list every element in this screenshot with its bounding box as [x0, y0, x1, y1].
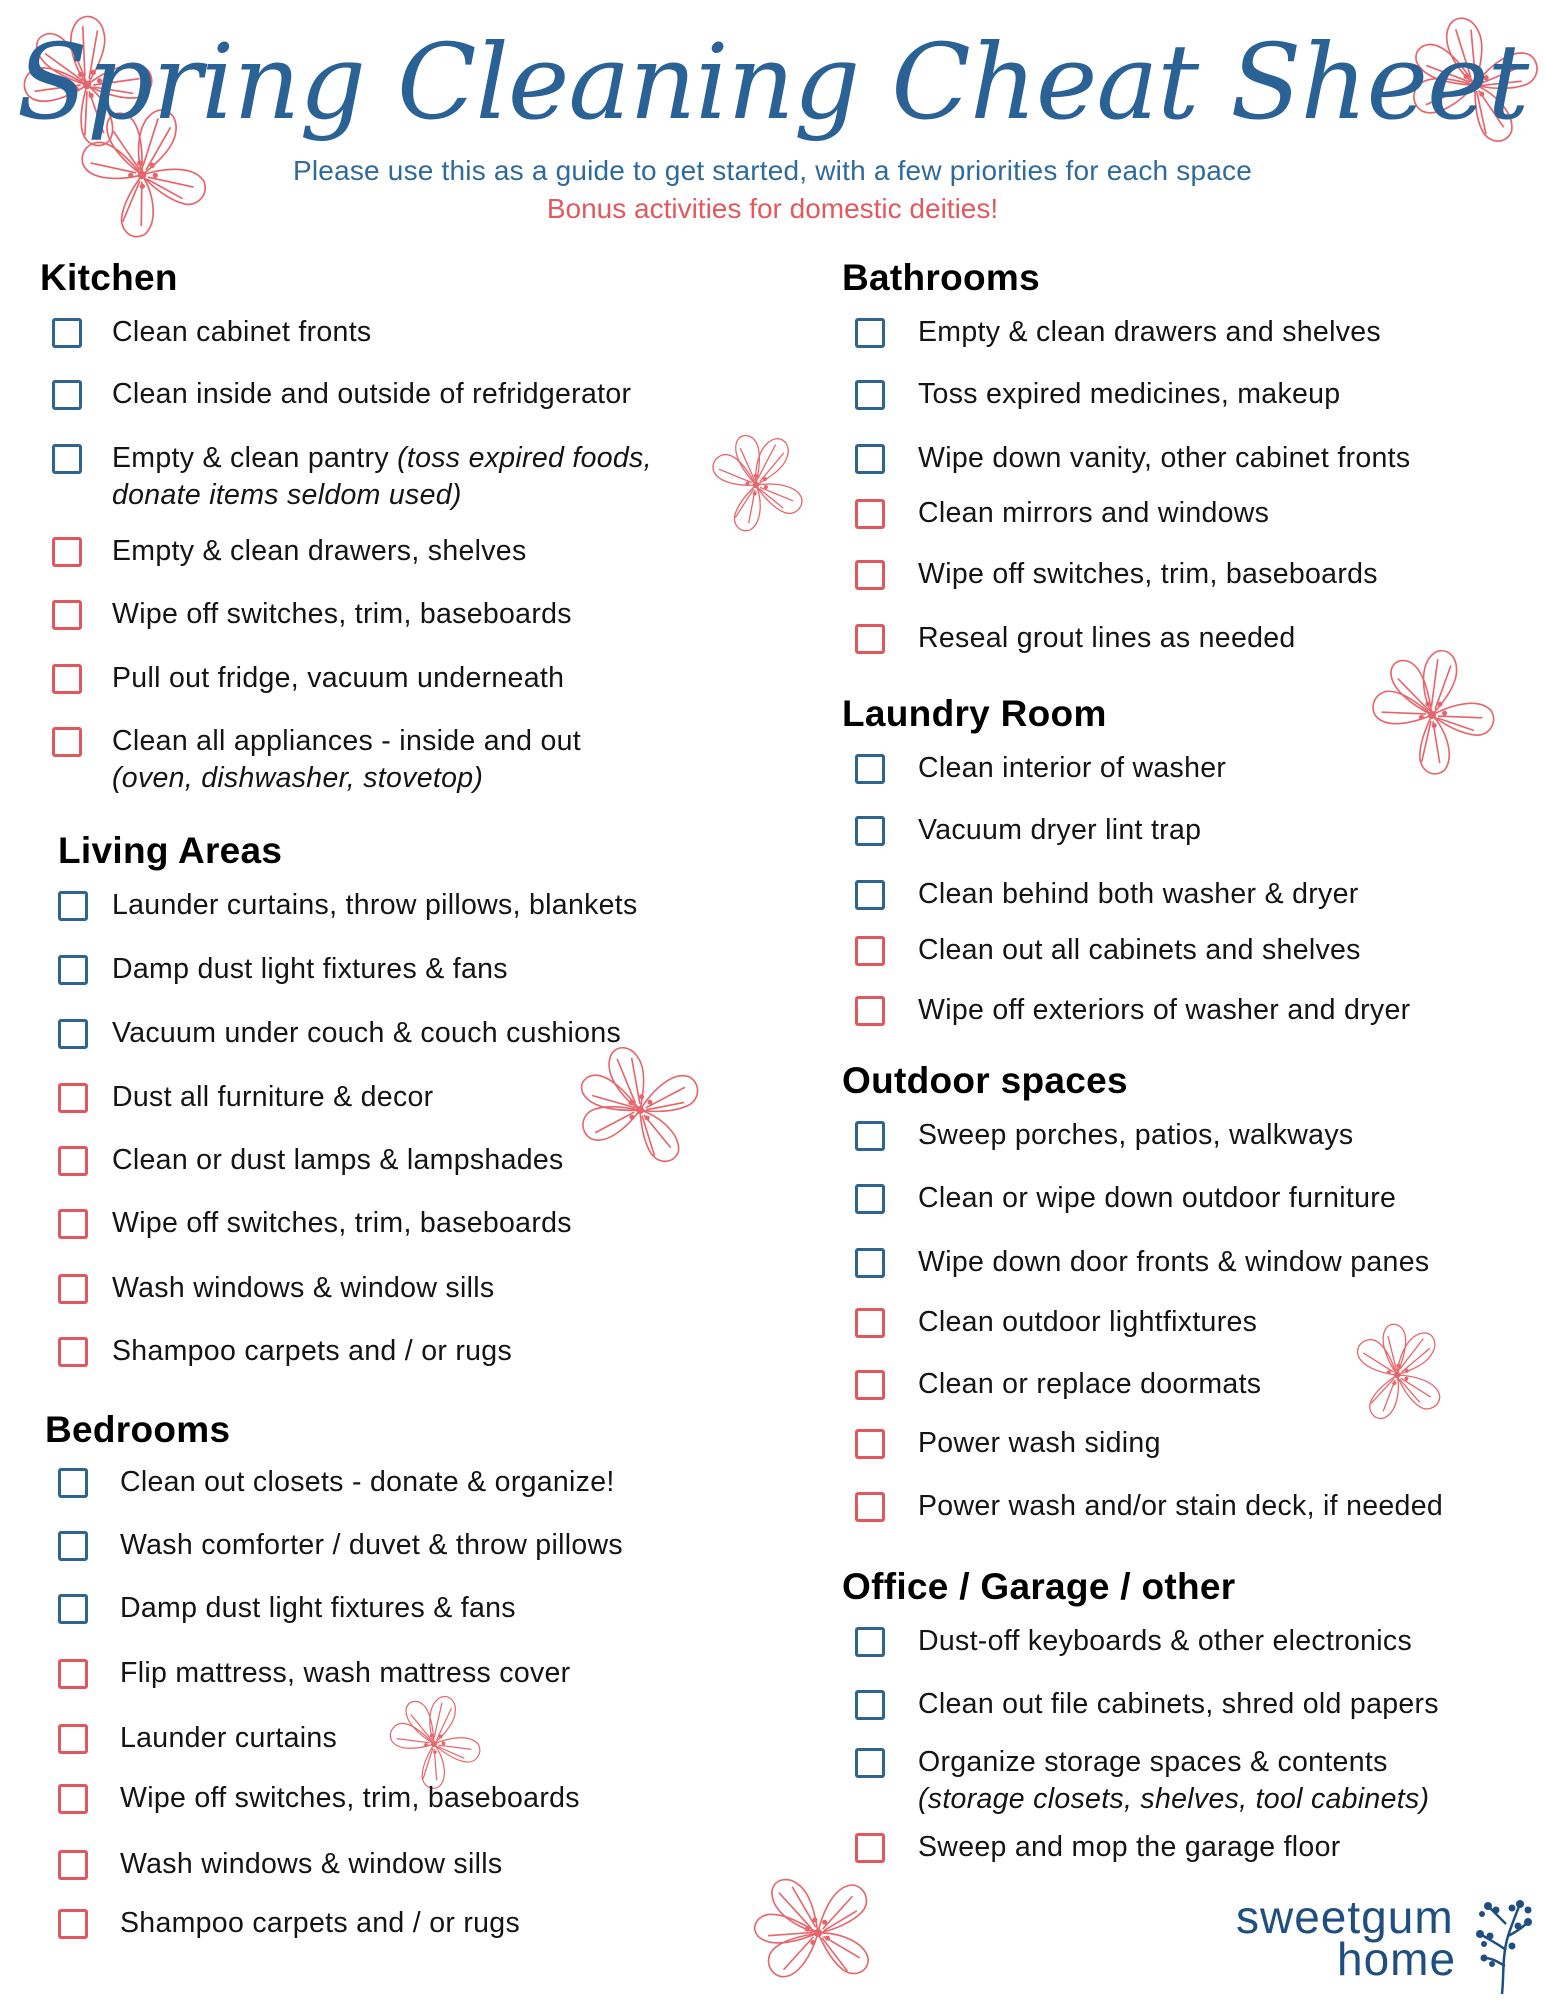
checklist-item[interactable]: [855, 1244, 1429, 1281]
item-label: Sweep porches, patios, walkways: [918, 1119, 1354, 1151]
item-label: Clean or dust lamps & lampshades: [112, 1144, 564, 1176]
section-living-areas: [58, 829, 282, 873]
checklist-item[interactable]: [58, 887, 638, 924]
item-label: Clean or wipe down outdoor furniture: [918, 1182, 1397, 1214]
page-title: Spring Cleaning Cheat Sheet: [16, 21, 1529, 143]
checkbox[interactable]: [855, 1184, 885, 1214]
checkbox[interactable]: [52, 537, 82, 567]
checkbox[interactable]: [855, 880, 885, 910]
checklist-item[interactable]: [52, 596, 572, 633]
checklist-item[interactable]: [58, 1079, 433, 1116]
checklist-item[interactable]: [58, 1015, 621, 1052]
checklist-item[interactable]: [855, 1117, 1353, 1154]
item-label: Power wash siding: [918, 1427, 1161, 1459]
checkbox[interactable]: [855, 1627, 885, 1657]
checklist-item[interactable]: [52, 376, 631, 413]
item-label: Vacuum dryer lint trap: [918, 814, 1202, 846]
checklist-item[interactable]: [58, 1527, 623, 1564]
item-label: Flip mattress, wash mattress cover: [120, 1657, 571, 1689]
subtitle: Please use this as a guide to get started, with a few priorities for each space: [293, 155, 1252, 186]
item-label: [918, 1744, 1429, 1818]
flower-icon: [1352, 645, 1512, 795]
item-label: Launder curtains: [120, 1722, 338, 1754]
checkbox[interactable]: [52, 380, 82, 410]
item-text: Clean all appliances - inside and out: [112, 725, 581, 757]
checkbox[interactable]: [855, 624, 885, 654]
checkbox[interactable]: [58, 1659, 88, 1689]
item-label: Wash comforter / duvet & throw pillows: [120, 1529, 623, 1561]
item-label: Wipe off switches, trim, baseboards: [120, 1782, 580, 1814]
checkbox[interactable]: [855, 1121, 885, 1151]
checkbox[interactable]: [58, 1146, 88, 1176]
item-label: Vacuum under couch & couch cushions: [112, 1017, 622, 1049]
item-label: Wipe off switches, trim, baseboards: [112, 598, 572, 630]
item-label: Clean outdoor lightfixtures: [918, 1306, 1258, 1338]
checkbox[interactable]: [52, 664, 82, 694]
checkbox[interactable]: [52, 444, 82, 474]
checkbox[interactable]: [52, 727, 82, 757]
checklist-item[interactable]: [52, 533, 527, 570]
item-label: Empty & clean drawers and shelves: [918, 316, 1381, 348]
checkbox[interactable]: [855, 996, 885, 1026]
item-label: Toss expired medicines, makeup: [918, 378, 1341, 410]
section-outdoor-spaces: [842, 1059, 1128, 1103]
checkbox[interactable]: [58, 1468, 88, 1498]
checklist-item[interactable]: [855, 1686, 1439, 1723]
checkbox[interactable]: [855, 560, 885, 590]
item-label: Pull out fridge, vacuum underneath: [112, 662, 565, 694]
logo-line-1: sweetgum: [1236, 1891, 1454, 1943]
item-label: Wipe down vanity, other cabinet fronts: [918, 442, 1411, 474]
checkbox[interactable]: [58, 955, 88, 985]
item-label: Wash windows & window sills: [120, 1848, 503, 1880]
section-title: Bedrooms: [45, 1409, 231, 1450]
checkbox[interactable]: [855, 444, 885, 474]
item-label: Sweep and mop the garage floor: [918, 1831, 1341, 1863]
checklist-item[interactable]: [855, 1488, 1443, 1525]
checkbox[interactable]: [52, 318, 82, 348]
item-label: [112, 723, 581, 797]
checkbox[interactable]: [855, 1248, 885, 1278]
item-label: Empty & clean drawers, shelves: [112, 535, 527, 567]
item-label: Clean out closets - donate & organize!: [120, 1466, 615, 1498]
item-label: Shampoo carpets and / or rugs: [112, 1335, 513, 1367]
checkbox[interactable]: [58, 1083, 88, 1113]
checklist-item[interactable]: [52, 440, 652, 514]
checklist-item[interactable]: [58, 1590, 516, 1627]
item-text: Empty & clean pantry: [112, 442, 398, 474]
item-label: Clean inside and outside of refridgerator: [112, 378, 632, 410]
item-label: Launder curtains, throw pillows, blankets: [112, 889, 638, 921]
checklist-item[interactable]: [52, 723, 581, 797]
checklist-item[interactable]: [58, 1205, 572, 1242]
item-note: (storage closets, shelves, tool cabinets): [918, 1783, 1430, 1815]
checkbox[interactable]: [58, 1274, 88, 1304]
checklist-item[interactable]: [855, 1829, 1341, 1866]
item-label: Shampoo carpets and / or rugs: [120, 1907, 521, 1939]
checkbox[interactable]: [855, 936, 885, 966]
section-bedrooms: [45, 1408, 230, 1452]
checkbox[interactable]: [58, 1019, 88, 1049]
checklist-item[interactable]: [855, 495, 1269, 532]
sweetgum-home-logo: [1232, 1890, 1542, 1990]
item-label: Reseal grout lines as needed: [918, 622, 1296, 654]
checkbox[interactable]: [855, 380, 885, 410]
item-label: Wipe off switches, trim, baseboards: [918, 558, 1378, 590]
checklist-item[interactable]: [855, 932, 1361, 969]
item-label: Clean mirrors and windows: [918, 497, 1270, 529]
item-label: Damp dust light fixtures & fans: [120, 1592, 516, 1624]
checklist-item[interactable]: [855, 992, 1410, 1029]
section-office-garage-other: [842, 1565, 1235, 1609]
item-note: (toss expired foods,: [397, 442, 652, 474]
checkbox[interactable]: [855, 499, 885, 529]
checklist-item[interactable]: [52, 660, 564, 697]
checkbox[interactable]: [58, 1724, 88, 1754]
checklist-item[interactable]: [58, 1655, 570, 1692]
item-label: Wipe off switches, trim, baseboards: [112, 1207, 572, 1239]
checklist-item[interactable]: [58, 1333, 512, 1370]
checklist-item[interactable]: [855, 876, 1359, 913]
checkbox[interactable]: [855, 1690, 885, 1720]
checkbox[interactable]: [855, 1370, 885, 1400]
section-title: Living Areas: [58, 830, 283, 871]
checkbox[interactable]: [58, 1594, 88, 1624]
item-label: Clean behind both washer & dryer: [918, 878, 1359, 910]
checklist-item[interactable]: [855, 440, 1410, 477]
item-label: Damp dust light fixtures & fans: [112, 953, 508, 985]
checklist-item[interactable]: [58, 1846, 502, 1883]
checklist-item[interactable]: [855, 1180, 1396, 1217]
checklist-item[interactable]: [855, 812, 1201, 849]
section-title: Kitchen: [40, 257, 178, 298]
checkbox[interactable]: [855, 1748, 885, 1778]
checklist-item[interactable]: [58, 951, 508, 988]
checkbox[interactable]: [58, 1784, 88, 1814]
item-label: Power wash and/or stain deck, if needed: [918, 1490, 1444, 1522]
checklist-item[interactable]: [855, 1304, 1257, 1341]
checkbox[interactable]: [855, 1833, 885, 1863]
checkbox[interactable]: [855, 1429, 885, 1459]
flower-icon: [700, 425, 820, 545]
checkbox[interactable]: [58, 1909, 88, 1939]
checklist-item[interactable]: [855, 620, 1296, 657]
flower-icon: [570, 1030, 720, 1190]
item-label: Wipe down door fronts & window panes: [918, 1246, 1430, 1278]
checklist-item[interactable]: [855, 1623, 1412, 1660]
checklist-item[interactable]: [52, 314, 371, 351]
checkbox[interactable]: [855, 754, 885, 784]
item-note: donate items seldom used): [112, 479, 462, 511]
checkbox[interactable]: [855, 318, 885, 348]
section-laundry-room: [842, 692, 1107, 736]
item-note: (oven, dishwasher, stovetop): [112, 762, 484, 794]
checkbox[interactable]: [58, 1850, 88, 1880]
checklist-item[interactable]: [855, 1366, 1261, 1403]
item-label: [112, 440, 652, 514]
section-title: Laundry Room: [842, 693, 1107, 734]
flower-icon: [740, 1855, 900, 2000]
checklist-item[interactable]: [58, 1905, 520, 1942]
item-label: Dust-off keyboards & other electronics: [918, 1625, 1413, 1657]
checkbox[interactable]: [58, 1531, 88, 1561]
item-label: Dust all furniture & decor: [112, 1081, 434, 1113]
checkbox[interactable]: [855, 1492, 885, 1522]
bonus-note: Bonus activities for domestic deities!: [546, 193, 999, 224]
checklist-item[interactable]: [58, 1142, 564, 1179]
checklist-item[interactable]: [58, 1270, 494, 1307]
checklist-item[interactable]: [855, 1744, 1429, 1818]
item-label: Clean out file cabinets, shred old papers: [918, 1688, 1439, 1720]
section-title: Outdoor spaces: [842, 1060, 1128, 1101]
checklist-item[interactable]: [58, 1720, 337, 1757]
flower-icon: [1335, 1315, 1465, 1435]
checkbox[interactable]: [855, 1308, 885, 1338]
checklist-item[interactable]: [58, 1780, 580, 1817]
item-label: Wash windows & window sills: [112, 1272, 495, 1304]
checklist-item[interactable]: [855, 314, 1381, 351]
item-text: Organize storage spaces & contents: [918, 1746, 1388, 1778]
checklist-item[interactable]: [855, 750, 1226, 787]
checklist-item[interactable]: [855, 556, 1378, 593]
section-title: Office / Garage / other: [842, 1566, 1236, 1607]
item-label: Wipe off exteriors of washer and dryer: [918, 994, 1411, 1026]
item-label: Clean or replace doormats: [918, 1368, 1262, 1400]
checklist-item[interactable]: [855, 376, 1340, 413]
checklist-item[interactable]: [855, 1425, 1161, 1462]
item-label: Clean interior of washer: [918, 752, 1227, 784]
logo-line-2: home: [1337, 1933, 1457, 1985]
sweetgum-branch-icon: [1472, 1896, 1532, 1996]
checkbox[interactable]: [58, 891, 88, 921]
checklist-item[interactable]: [58, 1464, 615, 1501]
section-title: Bathrooms: [842, 257, 1040, 298]
item-label: Clean cabinet fronts: [112, 316, 372, 348]
item-label: Clean out all cabinets and shelves: [918, 934, 1361, 966]
checkbox[interactable]: [58, 1209, 88, 1239]
checkbox[interactable]: [52, 600, 82, 630]
section-bathrooms: [842, 256, 1040, 300]
section-kitchen: [40, 256, 178, 300]
checkbox[interactable]: [855, 816, 885, 846]
checkbox[interactable]: [58, 1337, 88, 1367]
